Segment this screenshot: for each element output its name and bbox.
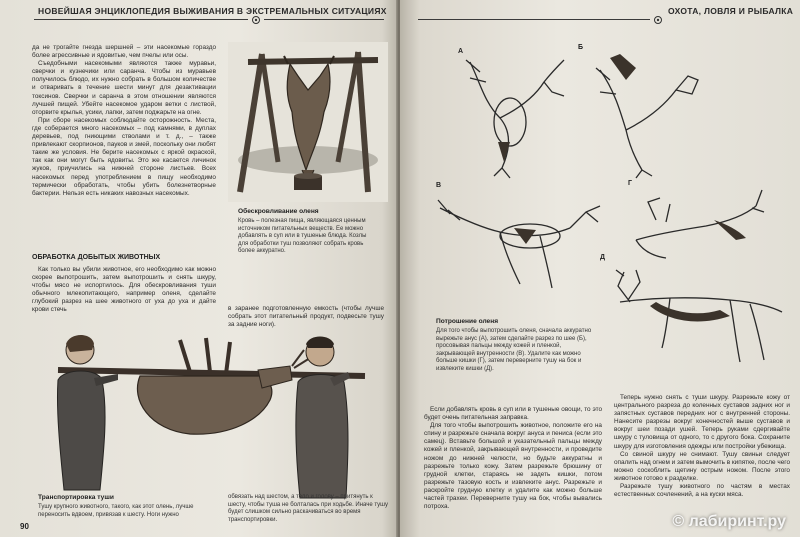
right-col2-text bbox=[614, 394, 790, 499]
ornament-icon bbox=[250, 15, 262, 25]
page-number: 90 bbox=[20, 522, 29, 531]
right-col1-text bbox=[424, 406, 602, 511]
figure-title-carry: Транспортировка туши bbox=[38, 494, 114, 501]
deer-bleeding-illustration bbox=[228, 42, 388, 202]
left-page bbox=[0, 0, 398, 537]
paragraph: Как только вы убили животное, его необходимо как можно скорее выпотрошить, затем выпотрошить и снять шкуру, чтобы мясо не испортилось. Для обескровливания туши обычного млекопитающего, например оленя, сделайте глубокий разрез на шее животного от уха до уха и дайте крови стечь bbox=[32, 266, 216, 314]
paragraph: Теперь нужно снять с туши шкуру. Разрежьте кожу от центрального разреза до коленных суставов задних ног и запястных суставов передних ног с внутренней стороны. Нанесите разрезы вокруг конечностей выше суставов и вокруг шеи позади ушей. Теперь руками сдергивайте шкуру с туловища от одного, то с другого бока. Сохраните шкуру для изготовления одежды или постройки убежища. bbox=[614, 394, 790, 450]
panel-letter-a: А bbox=[458, 48, 464, 55]
section-heading: ОБРАБОТКА ДОБЫТЫХ ЖИВОТНЫХ bbox=[32, 254, 161, 261]
figure-caption-carry: Тушу крупного животного, такого, как этот олень, лучше переносить вдвоем, привязав к шесту. Ноги нужно bbox=[38, 504, 194, 518]
panel-letter-d: Д bbox=[600, 254, 605, 261]
paragraph: Со свиной шкуру не снимают. Тушу свиньи следует опалить над огнем и затем вымочить в кипятке, после чего можно соскоблить щетину острым ножом. После этого животное готово к разделке. bbox=[614, 450, 790, 482]
running-head-left: НОВЕЙШАЯ ЭНЦИКЛОПЕДИЯ ВЫЖИВАНИЯ В ЭКСТРЕМАЛЬНЫХ СИТУАЦИЯХ bbox=[38, 6, 387, 16]
header-rule-left bbox=[34, 19, 248, 20]
panel-letter-v: В bbox=[436, 182, 442, 189]
paragraph: Разрежьте тушу животного по частям в местах естественных сочленений, а на куски мяса. bbox=[614, 483, 790, 499]
gutting-sketch-g bbox=[626, 180, 766, 270]
gutting-sketch-a bbox=[440, 52, 580, 180]
paragraph: в заранее подготовленную емкость (чтобы лучше собрать этот питательный продукт, подвесьте тушу за задние ноги). bbox=[228, 305, 384, 329]
left-col1-text bbox=[32, 44, 216, 198]
header-rule-right bbox=[418, 19, 650, 20]
paragraph: При сборе насекомых соблюдайте осторожность. Места, где соберается много насекомых – под камнями, в дуплах деревьев, под гниющими стволами и т. д., – также привлекают скорпионов, пауков и змей, поскольку они любят такие же условия. Не берите насекомых с яркой окраской, так как они могут быть ядовиты. Это же касается личинок жуков, приучились на нижней стороне листьев. Всех насекомых перед употреблением в пищу необходимо термически обработать, чтобы убить болезнетворные бактерии. Нельзя есть никаких навозных насекомых. bbox=[32, 116, 216, 197]
ornament-icon bbox=[652, 15, 664, 25]
right-page bbox=[400, 0, 800, 537]
left-col1b-text bbox=[32, 266, 216, 315]
deer-carry-illustration bbox=[30, 330, 380, 500]
panel-letter-b: Б bbox=[578, 44, 584, 51]
paragraph: да не трогайте гнезда шершней – эти насекомые гораздо более агрессивные и ядовитые, чем пчелы или осы. bbox=[32, 44, 216, 60]
gutting-sketch-d bbox=[610, 262, 790, 372]
paragraph: Для того чтобы выпотрошить животное, положите его на спину и разрежьте сначала вокруг ануса и пениса (если это самец). Вставьте большой и указательный пальцы между кожей и пленкой, закрывающей внутренности, и проведите ножом до нижней челюсти, но будьте аккуратны и разрежьте только кожу. Затем разрежьте брюшину от грудной клетки, стараясь не задеть кишки, потом разрежьте тазовую кость и извлеките анус. Разрежьте и раскройте грудную клетку и удалите как можно больше частей трахеи. Переверните тушу на бок, чтобы вывались потроха. bbox=[424, 422, 602, 511]
gutting-sketch-v bbox=[430, 188, 620, 298]
figure-caption-carry-cont: обвязать над шестом, а тело и голову – притянуть к шесту, чтобы туша не болталась при ходьбе. Иначе тушу будет слишком сильно раскачиваться во время транспортировки. bbox=[228, 494, 388, 523]
header-rule-left-b bbox=[264, 19, 384, 20]
left-col2-text bbox=[228, 305, 384, 329]
watermark: © лабиринт.ру bbox=[672, 513, 786, 530]
figure-title-gutting: Потрошение оленя bbox=[436, 318, 499, 325]
figure-caption-gutting: Для того чтобы выпотрошить оленя, сначала аккуратно вырежьте анус (А), затем сделайте разрез по шее (Б), просовывая пальцы между кожей и пленкой, закрывающей внутренности (В). Удалите как можно больше кишки (Г), затем переверните тушу на бок и извлеките кишки (Д). bbox=[436, 328, 592, 372]
gutting-sketch-b bbox=[580, 50, 710, 180]
figure-title-bleeding: Обескровливание оленя bbox=[238, 208, 319, 215]
running-head-right: ОХОТА, ЛОВЛЯ И РЫБАЛКА bbox=[668, 6, 794, 16]
panel-letter-g: Г bbox=[628, 180, 632, 187]
paragraph: Съедобными насекомыми являются также муравьи, сверчки и кузнечики или саранча. Чтобы из муравьев получилось блюдо, их нужно собрать в большом количестве и отваривать в течение шести минут для дезактивации токсинов. Сверчки и саранча в этом отношении являются лучшей пищей. Убейте насекомое ударом ветки с листвой, оторвите крылья, усики, лапки, затем поджарьте на огне. bbox=[32, 60, 216, 116]
paragraph: Если добавлять кровь в суп или в тушеные овощи, то это будет очень питательная заправка. bbox=[424, 406, 602, 422]
figure-caption-bleeding: Кровь – полезная пища, являющаяся ценным источником питательных веществ. Ее можно добавлять в суп или в тушеные блюда. Козлы для обработки туш позволяют собрать кровь более аккуратно. bbox=[238, 218, 367, 254]
